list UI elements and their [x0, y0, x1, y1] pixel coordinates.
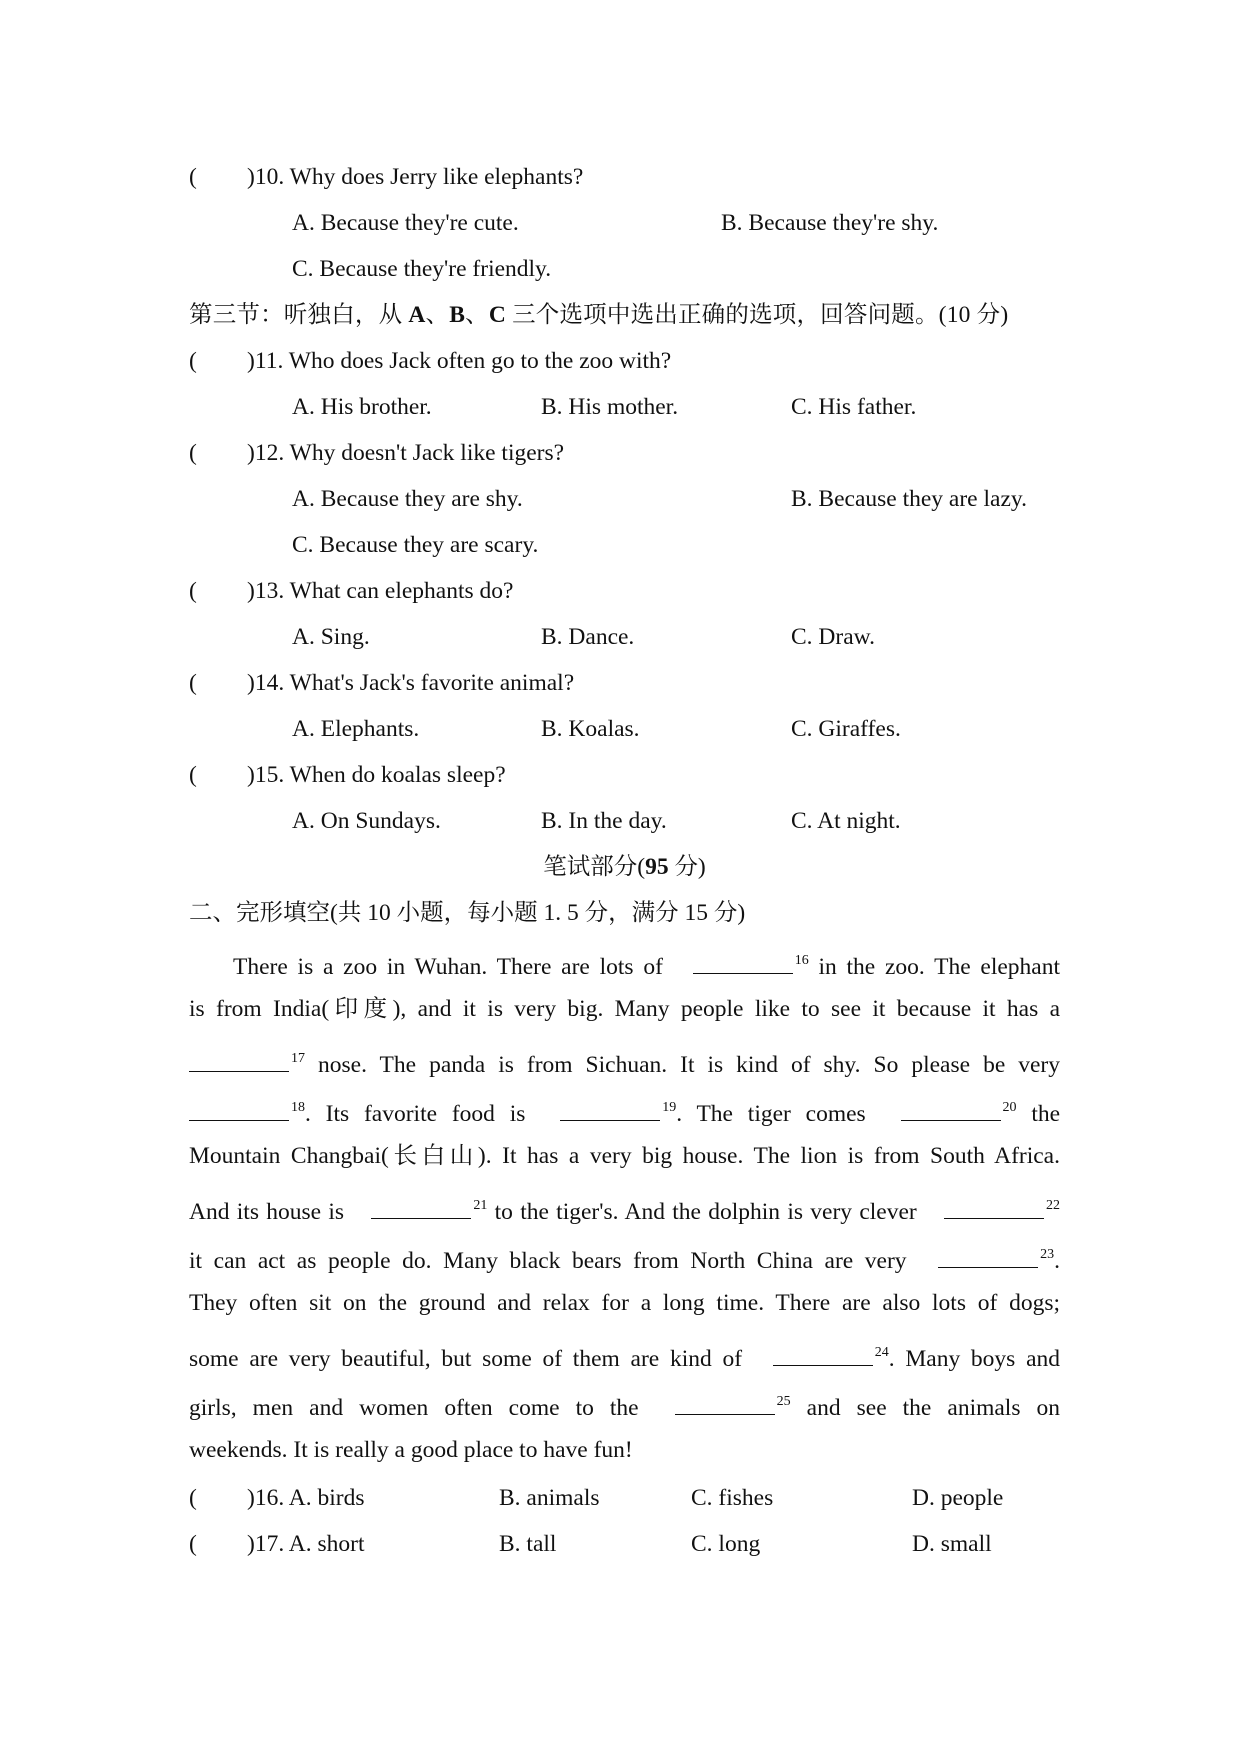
option-b: B. animals: [499, 1485, 600, 1511]
option-a: )17. A. short: [247, 1531, 365, 1557]
option-a: )16. A. birds: [247, 1485, 365, 1511]
passage-line-5: Mountain Changbai(长白山). It has a very big house. The lion is from South Africa.: [189, 1143, 1060, 1169]
option-c: C. Because they're friendly.: [292, 256, 552, 282]
blank-22: [944, 1200, 1044, 1219]
blank-16: [693, 955, 793, 974]
options-12-row1: [189, 476, 1060, 522]
question-16: [189, 1475, 1060, 1521]
option-b: B. Because they're shy.: [721, 210, 939, 236]
passage-line-7: it can act as people do. Many black bears from North China are very $^{23}$.: [189, 1247, 1060, 1274]
answer-paren: (: [189, 440, 197, 466]
passage-line-2: is from India(印度), and it is very big. Many people like to see it because it has a: [189, 996, 1060, 1022]
option-c: C. fishes: [691, 1485, 774, 1511]
blank-18: [189, 1102, 289, 1121]
question-14: [189, 660, 1060, 706]
question-text: )15. When do koalas sleep?: [247, 762, 506, 788]
passage-line-3: $^{17}$ nose. The panda is from Sichuan. It is kind of shy. So please be very: [189, 1034, 1060, 1083]
passage-line-6: And its house is $^{21}$ to the tiger's. And the dolphin is very clever $^{22}$: [189, 1198, 1061, 1225]
options-11: [189, 384, 1060, 430]
option-a: A. Elephants.: [292, 716, 420, 742]
question-text: )10. Why does Jerry like elephants?: [247, 164, 584, 190]
answer-paren: (: [189, 1485, 197, 1511]
options-14: [189, 706, 1060, 752]
option-b: B. In the day.: [541, 808, 667, 834]
question-10: [189, 154, 1060, 200]
blank-20: [901, 1102, 1001, 1121]
answer-paren: (: [189, 1531, 197, 1557]
option-a: A. On Sundays.: [292, 808, 441, 834]
answer-paren: (: [189, 762, 197, 788]
answer-paren: (: [189, 348, 197, 374]
option-a: A. His brother.: [292, 394, 432, 420]
passage-line-8: They often sit on the ground and relax for a long time. There are also lots of dogs;: [189, 1290, 1060, 1316]
question-15: [189, 752, 1060, 798]
answer-paren: (: [189, 670, 197, 696]
options-10-row2: [189, 246, 1060, 292]
option-a: A. Because they are shy.: [292, 486, 523, 512]
question-13: [189, 568, 1060, 614]
question-11: [189, 338, 1060, 384]
question-text: )13. What can elephants do?: [247, 578, 514, 604]
question-17: [189, 1521, 1060, 1567]
blank-21: [371, 1200, 471, 1219]
passage-line-4: $^{18}$. Its favorite food is $^{19}$. The tiger comes $^{20}$ the: [189, 1083, 1060, 1132]
question-text: )11. Who does Jack often go to the zoo with?: [247, 348, 672, 374]
question-text: )12. Why doesn't Jack like tigers?: [247, 440, 565, 466]
options-12-row2: [189, 522, 1060, 568]
option-c: C. Draw.: [791, 624, 875, 650]
passage-line-11: weekends. It is really a good place to have fun!: [189, 1437, 633, 1463]
option-c: C. Because they are scary.: [292, 532, 539, 558]
answer-paren: (: [189, 164, 197, 190]
passage-line-1: There is a zoo in Wuhan. There are lots of $^{16}$ in the zoo. The elephant: [233, 953, 1061, 980]
option-d: D. small: [912, 1531, 992, 1557]
option-c: C. His father.: [791, 394, 917, 420]
answer-paren: (: [189, 578, 197, 604]
option-b: B. Because they are lazy.: [791, 486, 1027, 512]
option-b: B. Dance.: [541, 624, 635, 650]
passage-line-9: some are very beautiful, but some of them are kind of $^{24}$. Many boys and: [189, 1345, 1060, 1372]
blank-23: [938, 1249, 1038, 1268]
option-d: D. people: [912, 1485, 1004, 1511]
option-b: B. tall: [499, 1531, 557, 1557]
blank-24: [773, 1347, 873, 1366]
written-section-title: 笔试部分(95 分): [543, 854, 706, 880]
option-b: B. Koalas.: [541, 716, 640, 742]
option-c: C. Giraffes.: [791, 716, 901, 742]
part-2-heading: 二、完形填空(共 10 小题，每小题 1. 5 分，满分 15 分): [189, 900, 746, 926]
blank-19: [560, 1102, 660, 1121]
section-3-heading: 第三节：听独白，从 A、B、C 三个选项中选出正确的选项，回答问题。(10 分): [189, 302, 1009, 328]
option-a: A. Sing.: [292, 624, 370, 650]
option-b: B. His mother.: [541, 394, 679, 420]
blank-17: [189, 1053, 289, 1072]
blank-25: [675, 1396, 775, 1415]
options-15: [189, 798, 1060, 844]
passage-line-10: girls, men and women often come to the $^{25}$ and see the animals on: [189, 1394, 1061, 1421]
options-10-row1: [189, 200, 1060, 246]
question-12: [189, 430, 1060, 476]
option-c: C. At night.: [791, 808, 901, 834]
question-text: )14. What's Jack's favorite animal?: [247, 670, 575, 696]
option-c: C. long: [691, 1531, 761, 1557]
option-a: A. Because they're cute.: [292, 210, 519, 236]
options-13: [189, 614, 1060, 660]
